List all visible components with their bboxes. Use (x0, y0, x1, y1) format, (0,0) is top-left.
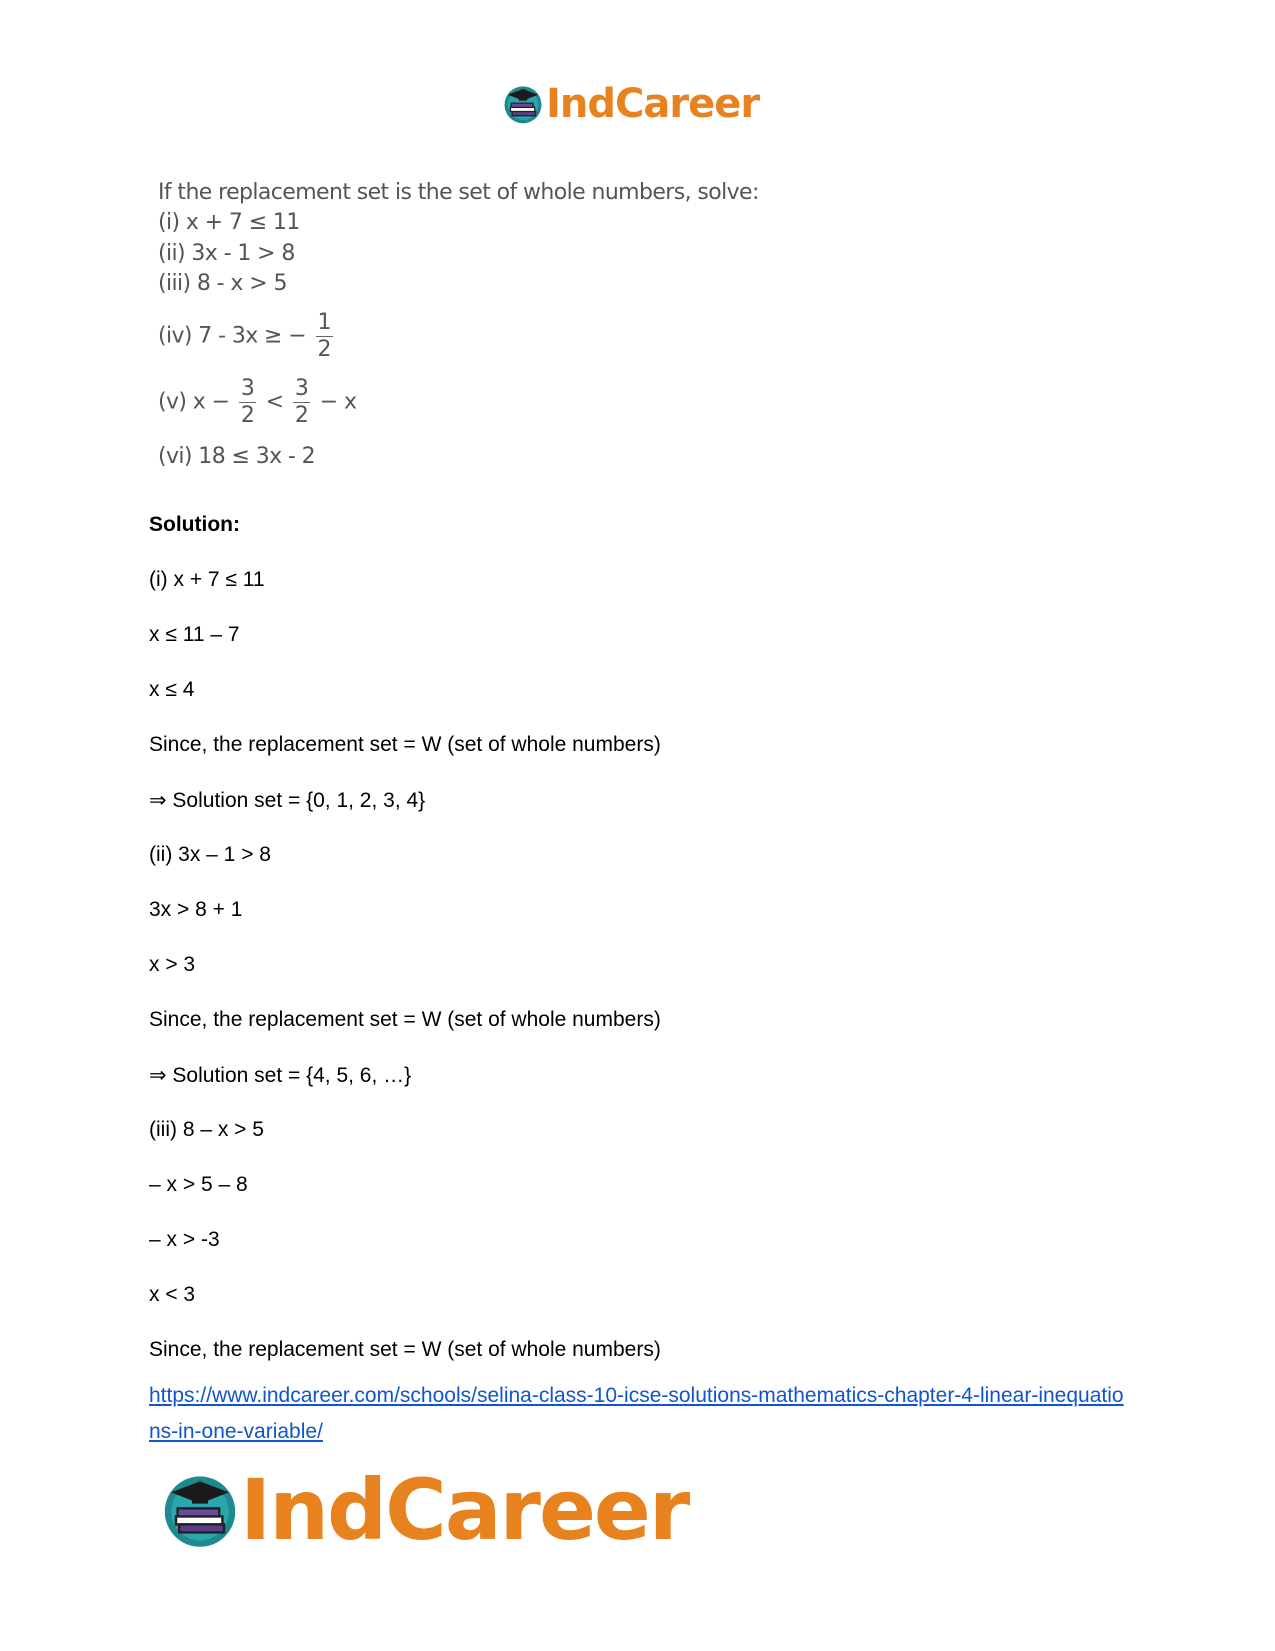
question-item-i: (i) x + 7 ≤ 11 (158, 210, 300, 235)
solution-line: Since, the replacement set = W (set of whole numbers) (149, 733, 661, 756)
graduation-book-icon (160, 1470, 240, 1550)
solution-line: x > 3 (149, 953, 196, 976)
graduation-book-icon (502, 83, 544, 125)
question-item-v-text: (v) x − (158, 389, 230, 415)
solution-line: (iii) 8 – x > 5 (149, 1118, 264, 1141)
fraction-denominator: 2 (317, 337, 331, 362)
source-link[interactable]: https://www.indcareer.com/schools/selina-class-10-icse-solutions-mathematics-chapter-4-linear-inequations-in-one-variable/ (149, 1384, 1124, 1443)
fraction-denominator: 2 (294, 403, 309, 428)
solution-line: ⇒ Solution set = {0, 1, 2, 3, 4} (149, 789, 426, 812)
question-item-v-suffix: − x (319, 389, 357, 415)
fraction-numerator: 3 (294, 376, 309, 401)
fraction-three-halves-left (239, 376, 256, 429)
solution-line: 3x > 8 + 1 (149, 898, 243, 921)
solution-line: Since, the replacement set = W (set of whole numbers) (149, 1338, 661, 1361)
solution-line: x < 3 (149, 1283, 196, 1306)
question-item-iv-text: (iv) 7 - 3x ≥ − (158, 323, 307, 349)
question-item-v (158, 376, 356, 429)
solution-line: ⇒ Solution set = {4, 5, 6, …} (149, 1064, 412, 1087)
solution-line: – x > -3 (149, 1228, 220, 1251)
solution-line: – x > 5 – 8 (149, 1173, 248, 1196)
fraction-three-halves-right (293, 376, 310, 429)
fraction-denominator: 2 (240, 403, 255, 428)
fraction-numerator: 1 (317, 310, 331, 335)
footer-logo (160, 1461, 689, 1559)
fraction-one-half (316, 310, 333, 363)
solution-line: x ≤ 11 – 7 (149, 623, 240, 646)
solution-line: x ≤ 4 (149, 678, 195, 701)
solution-heading: Solution: (149, 513, 240, 536)
question-item-iv (158, 310, 336, 363)
header-logo (502, 80, 759, 128)
question-item-vi: (vi) 18 ≤ 3x - 2 (158, 444, 316, 469)
logo-text: IndCareer (546, 81, 760, 127)
solution-line: (ii) 3x – 1 > 8 (149, 843, 271, 866)
less-than-symbol: < (265, 389, 284, 415)
question-item-iii: (iii) 8 - x > 5 (158, 271, 287, 296)
question-item-ii: (ii) 3x - 1 > 8 (158, 241, 295, 266)
logo-text: IndCareer (240, 1461, 689, 1559)
solution-line: Since, the replacement set = W (set of whole numbers) (149, 1008, 661, 1031)
solution-line: (i) x + 7 ≤ 11 (149, 568, 265, 591)
question-intro: If the replacement set is the set of whole numbers, solve: (158, 180, 759, 205)
fraction-numerator: 3 (240, 376, 255, 401)
